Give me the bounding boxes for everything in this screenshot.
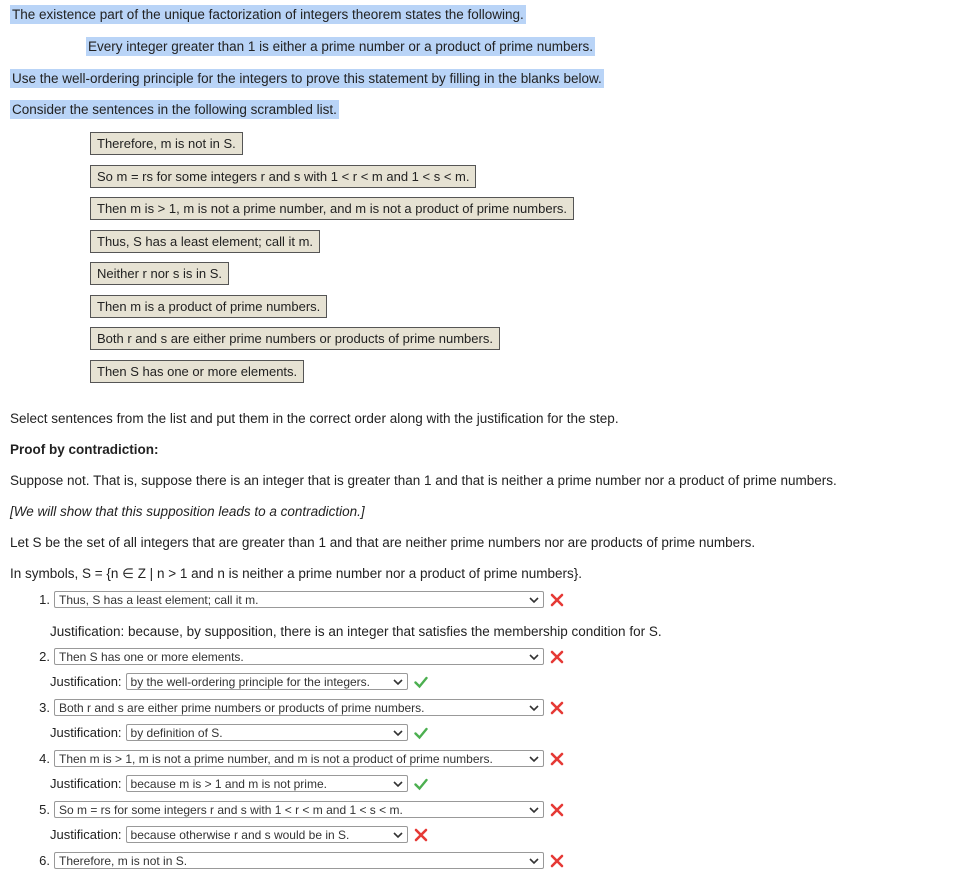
step-3-justification-select[interactable] [126,724,408,741]
incorrect-icon [414,828,428,842]
select-value: Then S has one or more elements. [59,649,244,664]
chevron-down-icon [529,856,539,866]
justification-label: Justification: [50,674,122,689]
chevron-down-icon [529,754,539,764]
incorrect-icon [550,593,564,607]
step-number: 4. [39,751,50,766]
suppose-text: Suppose not. That is, suppose there is an integer that is greater than 1 and that is neither a prime number nor a product of prime numbers. [10,473,837,488]
step-5 [34,801,564,818]
check-icon [414,726,428,740]
select-value: Then m is > 1, m is not a prime number, and m is not a product of prime numbers. [59,751,493,766]
step-1-justification: Justification: because, by supposition, there is an integer that satisfies the membership condition for S. [50,624,662,639]
show-text: [We will show that this supposition leads to a contradiction.] [10,504,365,519]
step-1 [34,591,564,608]
scrambled-item: Therefore, m is not in S. [90,132,243,155]
select-value: because otherwise r and s would be in S. [130,827,350,842]
step-5-justification-select[interactable] [126,826,408,843]
step-4-select[interactable] [54,750,544,767]
step-number: 1. [39,592,50,607]
chevron-down-icon [393,677,403,687]
justification-label: Justification: [50,725,122,740]
chevron-down-icon [393,728,403,738]
step-2-select[interactable] [54,648,544,665]
select-value: because m is > 1 and m is not prime. [130,776,327,791]
chevron-down-icon [529,703,539,713]
justification-label: Justification: [50,776,122,791]
scrambled-item: Then m is a product of prime numbers. [90,295,327,318]
step-number: 3. [39,700,50,715]
step-2-justification-select[interactable] [126,673,408,690]
incorrect-icon [550,854,564,868]
scrambled-item: Then S has one or more elements. [90,360,304,383]
step-4 [34,750,564,767]
symbols-text: In symbols, S = {n ∈ Z | n > 1 and n is neither a prime number nor a product of prime numbers}. [10,566,583,581]
justification-label: Justification: [50,827,122,842]
select-value: Thus, S has a least element; call it m. [59,592,259,607]
chevron-down-icon [529,595,539,605]
scrambled-item: Then m is > 1, m is not a prime number, and m is not a product of prime numbers. [90,197,574,220]
incorrect-icon [550,752,564,766]
chevron-down-icon [529,805,539,815]
scrambled-item: Both r and s are either prime numbers or products of prime numbers. [90,327,500,350]
step-3-justification [50,724,428,741]
incorrect-icon [550,650,564,664]
step-6 [34,852,564,869]
step-2 [34,648,564,665]
scrambled-item: Thus, S has a least element; call it m. [90,230,320,253]
theorem-statement: Every integer greater than 1 is either a prime number or a product of prime numbers. [88,39,593,54]
step-3 [34,699,564,716]
chevron-down-icon [393,779,403,789]
step-number: 2. [39,649,50,664]
step-6-select[interactable] [54,852,544,869]
let-s-text: Let S be the set of all integers that are greater than 1 and that are neither prime numbers nor are products of prime numbers. [10,535,756,550]
step-2-justification [50,673,428,690]
select-value: Both r and s are either prime numbers or products of prime numbers. [59,700,425,715]
step-4-justification-select[interactable] [126,775,408,792]
proof-title: Proof by contradiction: [10,442,159,457]
intro-line-2: Use the well-ordering principle for the integers to prove this statement by filling in the blanks below. [12,71,602,86]
select-value: by the well-ordering principle for the integers. [130,674,371,689]
step-3-select[interactable] [54,699,544,716]
select-value: by definition of S. [130,725,223,740]
step-1-select[interactable] [54,591,544,608]
step-number: 6. [39,853,50,868]
step-5-justification [50,826,428,843]
chevron-down-icon [529,652,539,662]
intro-line-3: Consider the sentences in the following scrambled list. [12,102,337,117]
check-icon [414,675,428,689]
select-value: So m = rs for some integers r and s with 1 < r < m and 1 < s < m. [59,802,403,817]
instructions: Select sentences from the list and put them in the correct order along with the justification for the step. [10,411,619,426]
chevron-down-icon [393,830,403,840]
check-icon [414,777,428,791]
scrambled-item: Neither r nor s is in S. [90,262,229,285]
step-5-select[interactable] [54,801,544,818]
select-value: Therefore, m is not in S. [59,853,188,868]
scrambled-item: So m = rs for some integers r and s with 1 < r < m and 1 < s < m. [90,165,476,188]
step-4-justification [50,775,428,792]
step-number: 5. [39,802,50,817]
intro-line-1: The existence part of the unique factorization of integers theorem states the following. [12,7,524,22]
incorrect-icon [550,803,564,817]
incorrect-icon [550,701,564,715]
